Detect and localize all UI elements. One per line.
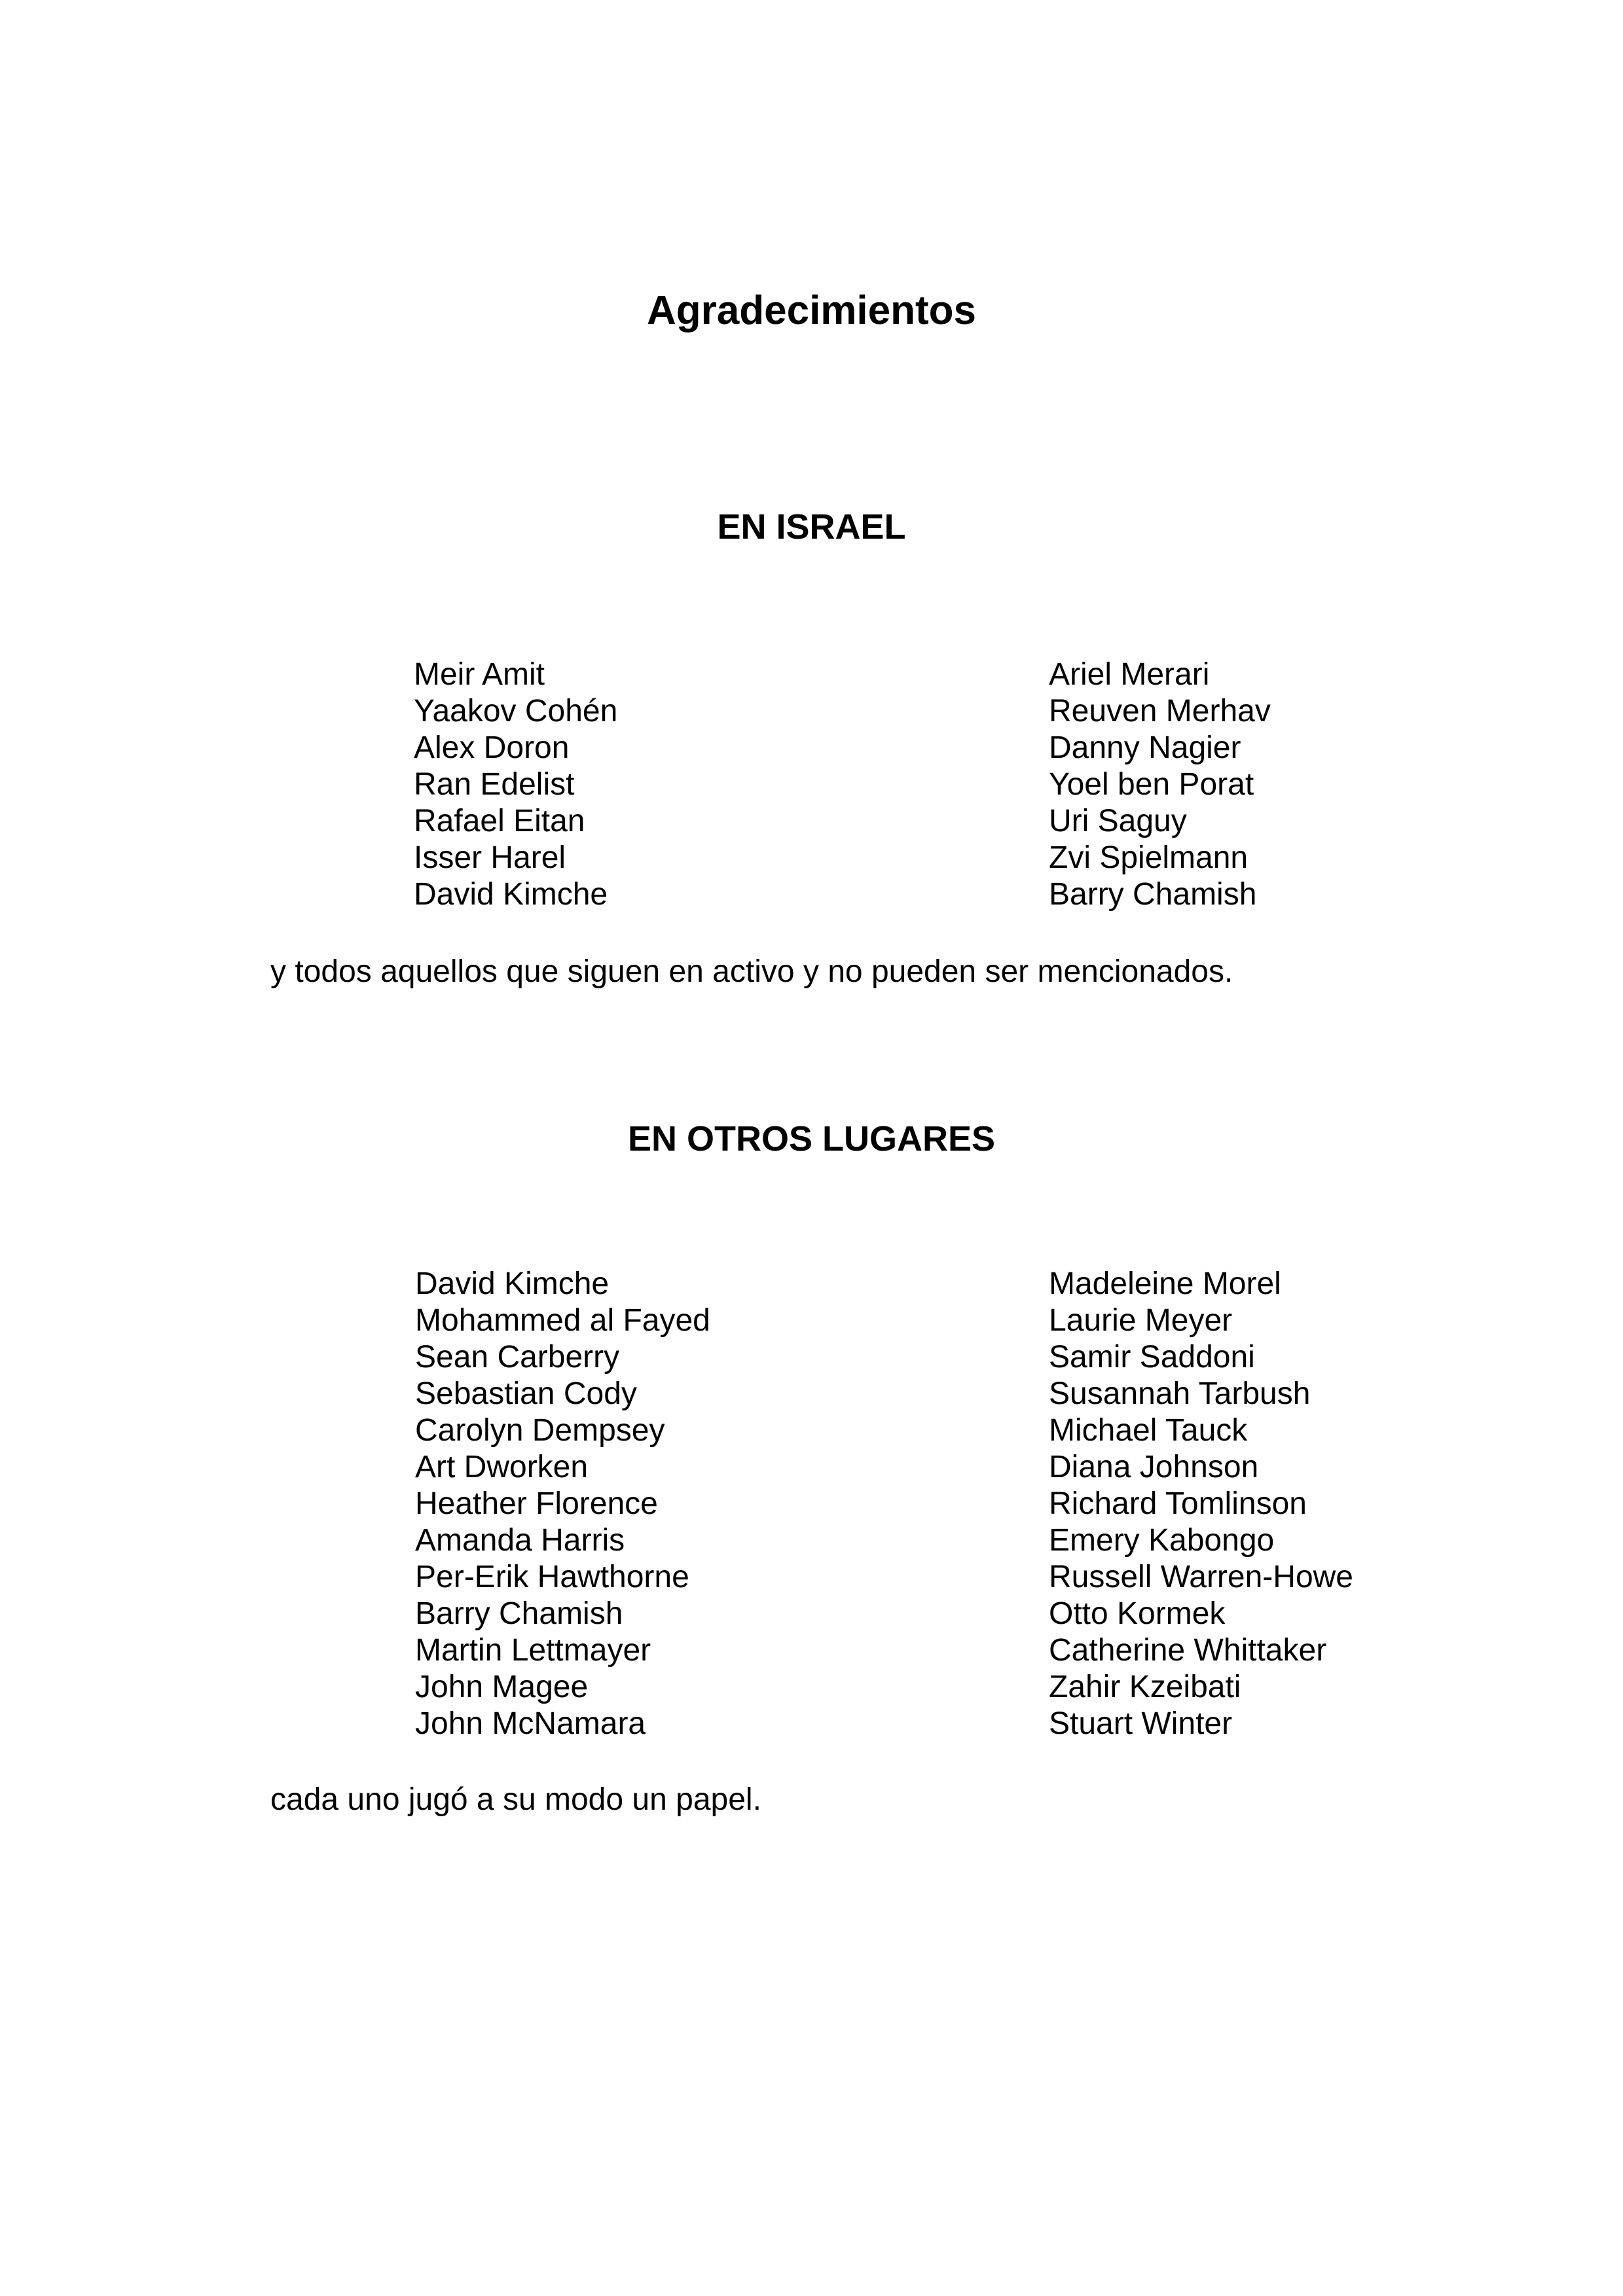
otros-lugares-closing-note: cada uno jugó a su modo un papel. — [270, 1782, 761, 1817]
list-item: John Magee — [415, 1670, 589, 1704]
list-item: Rafael Eitan — [414, 804, 585, 838]
list-item: Meir Amit — [414, 657, 545, 692]
list-item: Samir Saddoni — [1049, 1340, 1255, 1374]
list-item: John McNamara — [415, 1706, 646, 1741]
list-item: Richard Tomlinson — [1049, 1486, 1307, 1521]
list-item: Mohammed al Fayed — [415, 1303, 710, 1338]
list-item: Diana Johnson — [1049, 1450, 1259, 1484]
section-heading-israel: EN ISRAEL — [717, 507, 906, 547]
page-title: Agradecimientos — [646, 288, 977, 333]
list-item: Art Dworken — [415, 1450, 589, 1484]
list-item: Zahir Kzeibati — [1049, 1670, 1241, 1704]
israel-names-right-column — [1049, 656, 1271, 913]
israel-names-left-column — [414, 656, 617, 913]
list-item: Heather Florence — [415, 1486, 658, 1521]
list-item: Barry Chamish — [415, 1596, 623, 1631]
list-item: Uri Saguy — [1049, 804, 1187, 838]
list-item: Laurie Meyer — [1049, 1303, 1233, 1338]
list-item: Yoel ben Porat — [1049, 767, 1254, 802]
list-item: David Kimche — [415, 1266, 610, 1301]
otros-lugares-names-left-column — [415, 1266, 710, 1742]
list-item: Emery Kabongo — [1049, 1523, 1275, 1558]
list-item: Michael Tauck — [1049, 1413, 1248, 1448]
list-item: Sebastian Cody — [415, 1376, 637, 1411]
list-item: Stuart Winter — [1049, 1706, 1233, 1741]
list-item: Zvi Spielmann — [1049, 840, 1249, 875]
list-item: Isser Harel — [414, 840, 566, 875]
list-item: Reuven Merhav — [1049, 694, 1271, 728]
list-item: Otto Kormek — [1049, 1596, 1226, 1631]
list-item: Per-Erik Hawthorne — [415, 1560, 689, 1594]
section-heading-otros-lugares: EN OTROS LUGARES — [627, 1119, 996, 1158]
list-item: Martin Lettmayer — [415, 1633, 651, 1668]
list-item: Sean Carberry — [415, 1340, 620, 1374]
list-item: Carolyn Dempsey — [415, 1413, 665, 1448]
list-item: Yaakov Cohén — [414, 694, 618, 728]
list-item: Susannah Tarbush — [1049, 1376, 1311, 1411]
list-item: Amanda Harris — [415, 1523, 625, 1558]
otros-lugares-names-right-column — [1049, 1266, 1353, 1742]
list-item: Danny Nagier — [1049, 730, 1241, 765]
list-item: Madeleine Morel — [1049, 1266, 1281, 1301]
list-item: Barry Chamish — [1049, 877, 1257, 912]
list-item: Ran Edelist — [414, 767, 575, 802]
israel-closing-note: y todos aquellos que siguen en activo y no pueden ser mencionados. — [270, 954, 1233, 989]
list-item: Ariel Merari — [1049, 657, 1210, 692]
list-item: Alex Doron — [414, 730, 570, 765]
list-item: Russell Warren-Howe — [1049, 1560, 1353, 1594]
list-item: David Kimche — [414, 877, 608, 912]
list-item: Catherine Whittaker — [1049, 1633, 1327, 1668]
